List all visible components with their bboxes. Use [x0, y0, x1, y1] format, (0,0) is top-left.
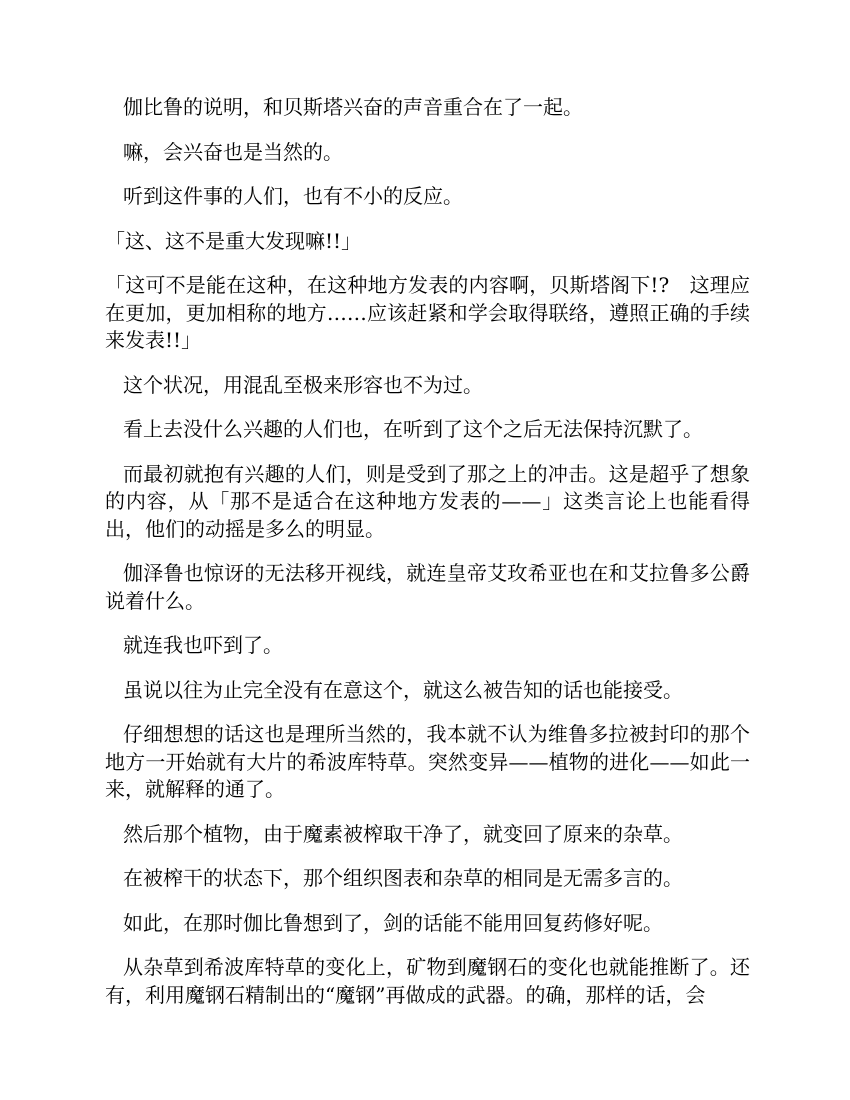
paragraph: 伽比鲁的说明，和贝斯塔兴奋的声音重合在了一起。: [123, 95, 583, 119]
paragraph: 仔细想想的话这也是理所当然的，我本就不认为维鲁多拉被封印的那个地方一开始就有大片的希波库特草。突然变异——植物的进化——如此一来，就解释的通了。: [105, 722, 750, 801]
paragraph: 然后那个植物，由于魔素被榨取干净了，就变回了原来的杂草。: [123, 821, 683, 846]
paragraph: 听到这件事的人们，也有不小的反应。: [123, 184, 463, 208]
paragraph: 在被榨干的状态下，那个组织图表和杂草的相同是无需多言的。: [123, 866, 683, 890]
paragraph: 从杂草到希波库特草的变化上，矿物到魔钢石的变化也就能推断了。还有，利用魔钢石精制出的“魔钢”再做成的武器。的确，那样的话，会: [105, 955, 750, 1007]
paragraph: 这个状况，用混乱至极来形容也不为过。: [123, 372, 483, 397]
paragraph: 虽说以往为止完全没有在意这个，就这么被告知的话也能接受。: [123, 677, 683, 702]
document-page: [105, 94, 750, 1026]
paragraph: 嘛，会兴奋也是当然的。: [123, 139, 343, 164]
dialogue-paragraph: 「这、这不是重大发现嘛!!」: [105, 228, 362, 253]
paragraph: 如此，在那时伽比鲁想到了，剑的话能不能用回复药修好呢。: [123, 910, 663, 935]
paragraph: 看上去没什么兴趣的人们也，在听到了这个之后无法保持沉默了。: [123, 417, 703, 441]
dialogue-paragraph: 「这可不是能在这种，在这种地方发表的内容啊，贝斯塔阁下!? 这理应在更加，更加相称的地方……应该赶紧和学会取得联络，遵照正确的手续来发表!!」: [105, 273, 750, 352]
paragraph: 就连我也吓到了。: [123, 633, 283, 657]
paragraph: 伽泽鲁也惊讶的无法移开视线，就连皇帝艾玫希亚也在和艾拉鲁多公爵说着什么。: [105, 561, 750, 613]
paragraph: 而最初就抱有兴趣的人们，则是受到了那之上的冲击。这是超乎了想象的内容，从「那不是适合在这种地方发表的——」这类言论上也能看得出，他们的动摇是多么的明显。: [105, 461, 750, 541]
